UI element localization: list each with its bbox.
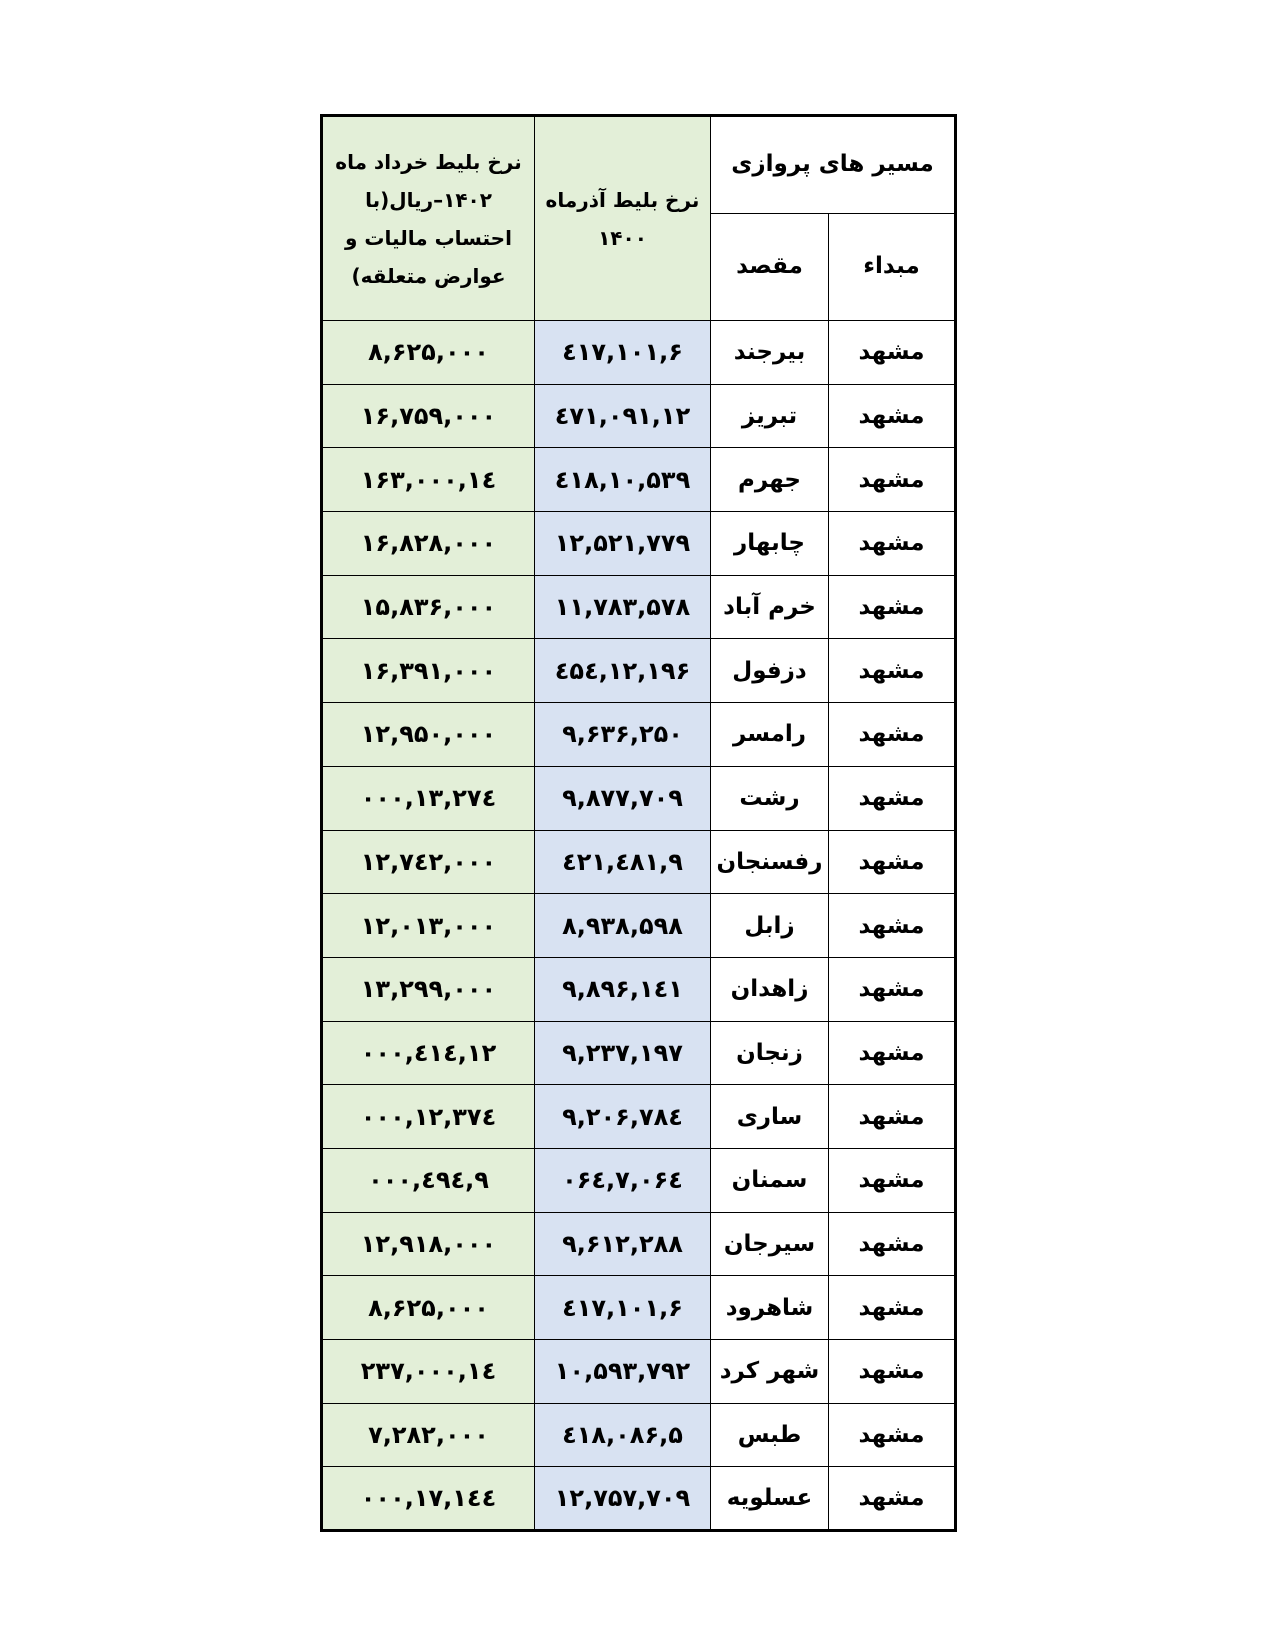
old-fare-cell: ۱۲,۷۵۷,۷۰۹ bbox=[535, 1467, 711, 1531]
destination-cell: سمنان bbox=[711, 1148, 829, 1212]
origin-cell: مشهد bbox=[829, 957, 956, 1021]
origin-cell: مشهد bbox=[829, 639, 956, 703]
new-fare-cell: ۷,۲۸۲,۰۰۰ bbox=[322, 1403, 535, 1467]
old-fare-cell: ۱۱,۷۸۳,۵۷۸ bbox=[535, 575, 711, 639]
destination-cell: طبس bbox=[711, 1403, 829, 1467]
table-row bbox=[322, 575, 956, 639]
old-fare-header: نرخ بلیط آذرماه ۱۴۰۰ bbox=[535, 116, 711, 321]
new-fare-cell: ۱۶,۷۵۹,۰۰۰ bbox=[322, 384, 535, 448]
destination-cell: دزفول bbox=[711, 639, 829, 703]
new-fare-cell: ۱۲,٤۱٤,۰۰۰ bbox=[322, 1021, 535, 1085]
new-fare-header: نرخ بلیط خرداد ماه ۱۴۰۲–ریال(با احتساب مالیات و عوارض متعلقه) bbox=[322, 116, 535, 321]
new-fare-cell: ۱۶,۸۲۸,۰۰۰ bbox=[322, 512, 535, 576]
old-fare-cell: ۹,۲۰۶,۷۸٤ bbox=[535, 1085, 711, 1149]
origin-header: مبداء bbox=[829, 214, 956, 321]
destination-cell: شاهرود bbox=[711, 1276, 829, 1340]
table-row bbox=[322, 1021, 956, 1085]
new-fare-cell: ۹,٤۹٤,۰۰۰ bbox=[322, 1148, 535, 1212]
origin-cell: مشهد bbox=[829, 1467, 956, 1531]
new-fare-cell: ۸,۶۲۵,۰۰۰ bbox=[322, 1276, 535, 1340]
table-row bbox=[322, 766, 956, 830]
origin-cell: مشهد bbox=[829, 766, 956, 830]
old-fare-cell: ۹,۲۳۷,۱۹۷ bbox=[535, 1021, 711, 1085]
table-row bbox=[322, 957, 956, 1021]
table-row bbox=[322, 639, 956, 703]
origin-cell: مشهد bbox=[829, 1085, 956, 1149]
new-fare-cell: ۱٤,۱۶۳,۰۰۰ bbox=[322, 448, 535, 512]
table-row bbox=[322, 894, 956, 958]
new-fare-cell: ۱٤,۲۳۷,۰۰۰ bbox=[322, 1340, 535, 1404]
old-fare-cell: ۹,۶۳۶,۲۵۰ bbox=[535, 703, 711, 767]
table-row bbox=[322, 384, 956, 448]
old-fare-cell: ۹,۸۹۶,۱٤۱ bbox=[535, 957, 711, 1021]
origin-cell: مشهد bbox=[829, 1276, 956, 1340]
table-row bbox=[322, 1085, 956, 1149]
table-row bbox=[322, 512, 956, 576]
new-fare-cell: ۱۷,۱٤٤,۰۰۰ bbox=[322, 1467, 535, 1531]
table-row bbox=[322, 703, 956, 767]
new-fare-cell: ۱۲,۹۱۸,۰۰۰ bbox=[322, 1212, 535, 1276]
origin-cell: مشهد bbox=[829, 1403, 956, 1467]
origin-cell: مشهد bbox=[829, 1340, 956, 1404]
old-fare-cell: ۱۲,٤۷۱,۰۹۱ bbox=[535, 384, 711, 448]
table-row bbox=[322, 1212, 956, 1276]
old-fare-cell: ۱۲,۵۲۱,۷۷۹ bbox=[535, 512, 711, 576]
table-row bbox=[322, 1467, 956, 1531]
new-fare-cell: ۱۲,۰۱۳,۰۰۰ bbox=[322, 894, 535, 958]
destination-cell: زابل bbox=[711, 894, 829, 958]
destination-cell: عسلویه bbox=[711, 1467, 829, 1531]
old-fare-cell: ۵,٤۱۸,۰۸۶ bbox=[535, 1403, 711, 1467]
old-fare-cell: ۱۲,۱۹۶,٤۵٤ bbox=[535, 639, 711, 703]
table-row bbox=[322, 1340, 956, 1404]
origin-cell: مشهد bbox=[829, 894, 956, 958]
new-fare-cell: ۱۵,۸۳۶,۰۰۰ bbox=[322, 575, 535, 639]
table-row bbox=[322, 830, 956, 894]
origin-cell: مشهد bbox=[829, 384, 956, 448]
old-fare-cell: ۹,۸۷۷,۷۰۹ bbox=[535, 766, 711, 830]
table-row bbox=[322, 1148, 956, 1212]
new-fare-cell: ۱۲,۷٤۲,۰۰۰ bbox=[322, 830, 535, 894]
origin-cell: مشهد bbox=[829, 1212, 956, 1276]
destination-cell: ساری bbox=[711, 1085, 829, 1149]
table-row bbox=[322, 1276, 956, 1340]
origin-cell: مشهد bbox=[829, 512, 956, 576]
destination-cell: رشت bbox=[711, 766, 829, 830]
old-fare-cell: ۶,٤۱۷,۱۰۱ bbox=[535, 1276, 711, 1340]
origin-cell: مشهد bbox=[829, 1148, 956, 1212]
table-row bbox=[322, 1403, 956, 1467]
new-fare-cell: ۸,۶۲۵,۰۰۰ bbox=[322, 321, 535, 385]
origin-cell: مشهد bbox=[829, 830, 956, 894]
destination-header: مقصد bbox=[711, 214, 829, 321]
routes-header: مسیر های پروازی bbox=[711, 116, 956, 214]
destination-cell: جهرم bbox=[711, 448, 829, 512]
destination-cell: زنجان bbox=[711, 1021, 829, 1085]
origin-cell: مشهد bbox=[829, 1021, 956, 1085]
destination-cell: چابهار bbox=[711, 512, 829, 576]
old-fare-cell: ۱۰,۵۳۹,٤۱۸ bbox=[535, 448, 711, 512]
origin-cell: مشهد bbox=[829, 321, 956, 385]
old-fare-cell: ۹,٤۸۱,٤۲۱ bbox=[535, 830, 711, 894]
old-fare-cell: ۶,٤۱۷,۱۰۱ bbox=[535, 321, 711, 385]
old-fare-cell: ۱۰,۵۹۳,۷۹۲ bbox=[535, 1340, 711, 1404]
fare-table-body bbox=[322, 321, 956, 1531]
destination-cell: رامسر bbox=[711, 703, 829, 767]
origin-cell: مشهد bbox=[829, 703, 956, 767]
old-fare-cell: ۸,۹۳۸,۵۹۸ bbox=[535, 894, 711, 958]
new-fare-cell: ۱۲,۳۷٤,۰۰۰ bbox=[322, 1085, 535, 1149]
destination-cell: خرم آباد bbox=[711, 575, 829, 639]
table-row bbox=[322, 448, 956, 512]
destination-cell: سیرجان bbox=[711, 1212, 829, 1276]
old-fare-cell: ۹,۶۱۲,۲۸۸ bbox=[535, 1212, 711, 1276]
destination-cell: شهر کرد bbox=[711, 1340, 829, 1404]
table-row bbox=[322, 321, 956, 385]
destination-cell: تبریز bbox=[711, 384, 829, 448]
new-fare-cell: ۱۳,۲۷٤,۰۰۰ bbox=[322, 766, 535, 830]
origin-cell: مشهد bbox=[829, 575, 956, 639]
fare-table bbox=[320, 114, 957, 1532]
new-fare-cell: ۱۲,۹۵۰,۰۰۰ bbox=[322, 703, 535, 767]
new-fare-cell: ۱۳,۲۹۹,۰۰۰ bbox=[322, 957, 535, 1021]
destination-cell: بیرجند bbox=[711, 321, 829, 385]
new-fare-cell: ۱۶,۳۹۱,۰۰۰ bbox=[322, 639, 535, 703]
destination-cell: زاهدان bbox=[711, 957, 829, 1021]
origin-cell: مشهد bbox=[829, 448, 956, 512]
destination-cell: رفسنجان bbox=[711, 830, 829, 894]
old-fare-cell: ۷,۰۶٤,۰۶٤ bbox=[535, 1148, 711, 1212]
header-row-1 bbox=[322, 116, 956, 214]
